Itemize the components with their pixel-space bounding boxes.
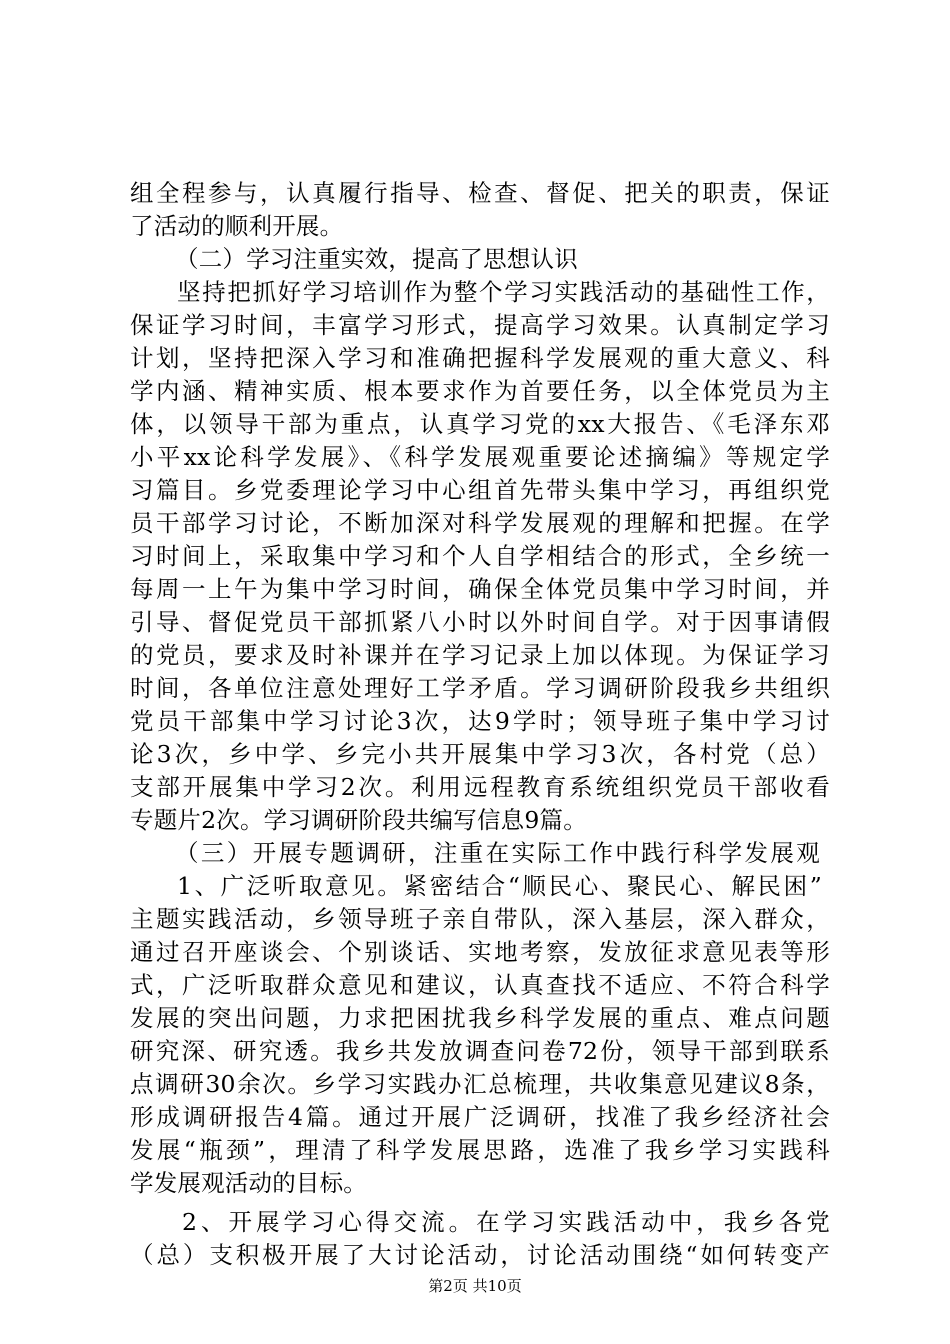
text-line: 支部开展集中学习2次。利用远程教育系统组织党员干部收看	[130, 773, 830, 801]
text-line: 习时间上，采取集中学习和个人自学相结合的形式，全乡统一	[130, 542, 830, 570]
text-line: 专题片2次。学习调研阶段共编写信息9篇。	[130, 806, 587, 834]
text-line: 2、开展学习心得交流。在学习实践活动中，我乡各党	[182, 1208, 830, 1236]
text-line: 党员干部集中学习讨论3次，达9学时；领导班子集中学习讨	[130, 707, 830, 735]
text-line: 主题实践活动，乡领导班子亲自带队，深入基层，深入群众，	[130, 905, 830, 933]
text-line: 时间，各单位注意处理好工学矛盾。学习调研阶段我乡共组织	[130, 674, 830, 702]
text-line: 引导、督促党员干部抓紧八小时以外时间自学。对于因事请假	[130, 608, 830, 636]
text-line: 每周一上午为集中学习时间，确保全体党员集中学习时间，并	[130, 575, 830, 603]
text-line: 了活动的顺利开展。	[130, 212, 344, 240]
section-heading: （二）学习注重实效，提高了思想认识	[175, 245, 578, 273]
text-line: 计划，坚持把深入学习和准确把握科学发展观的重大意义、科	[130, 344, 830, 372]
page-number-footer: 第2页 共10页	[428, 1277, 522, 1295]
text-line: 坚持把抓好学习培训作为整个学习实践活动的基础性工作，	[177, 278, 830, 306]
text-line: 研究深、研究透。我乡共发放调查问卷72份，领导干部到联系	[130, 1037, 830, 1065]
text-line: 员干部学习讨论，不断加深对科学发展观的理解和把握。在学	[130, 509, 830, 537]
text-line: 发展“瓶颈”，理清了科学发展思路，选准了我乡学习实践科	[130, 1136, 830, 1164]
text-line: 发展的突出问题，力求把困扰我乡科学发展的重点、难点问题	[130, 1004, 830, 1032]
text-line: 的党员，要求及时补课并在学习记录上加以体现。为保证学习	[130, 641, 830, 669]
text-line: 点调研30余次。乡学习实践办汇总梳理，共收集意见建议8条，	[130, 1070, 830, 1098]
text-line: 1、广泛听取意见。紧密结合“顺民心、聚民心、解民困”	[177, 872, 822, 900]
text-line: 组全程参与，认真履行指导、检查、督促、把关的职责，保证	[130, 179, 830, 207]
text-line: 小平xx论科学发展》、《科学发展观重要论述摘编》等规定学	[130, 443, 830, 471]
text-line: 形成调研报告4篇。通过开展广泛调研，找准了我乡经济社会	[130, 1103, 830, 1131]
text-line: 学发展观活动的目标。	[130, 1169, 367, 1197]
text-line: 保证学习时间，丰富学习形式，提高学习效果。认真制定学习	[130, 311, 830, 339]
text-line: 体，以领导干部为重点，认真学习党的xx大报告、《毛泽东邓	[130, 410, 830, 438]
text-line: 学内涵、精神实质、根本要求作为首要任务，以全体党员为主	[130, 377, 830, 405]
text-line: 式，广泛听取群众意见和建议，认真查找不适应、不符合科学	[130, 971, 830, 999]
text-line: 论3次，乡中学、乡完小共开展集中学习3次，各村党（总）	[130, 740, 830, 768]
text-line: （总）支积极开展了大讨论活动，讨论活动围绕“如何转变产	[130, 1241, 830, 1269]
text-line: 通过召开座谈会、个别谈话、实地考察，发放征求意见表等形	[130, 938, 830, 966]
text-line: 习篇目。乡党委理论学习中心组首先带头集中学习，再组织党	[130, 476, 830, 504]
section-heading: （三）开展专题调研，注重在实际工作中践行科学发展观	[175, 839, 820, 867]
